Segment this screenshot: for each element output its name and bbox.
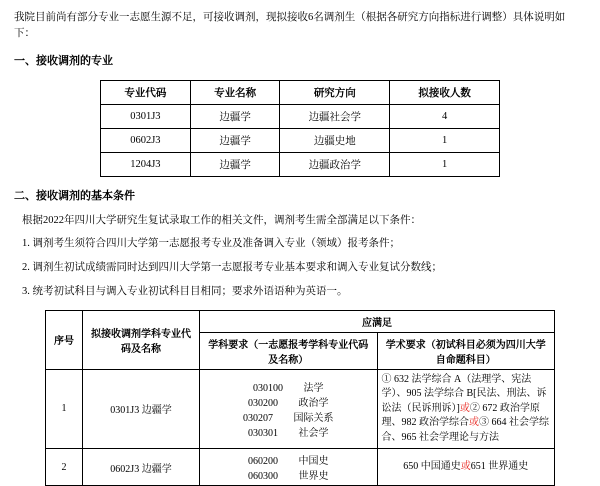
table-row — [101, 152, 500, 176]
section-title-majors: 一、接收调剂的专业 — [0, 42, 600, 72]
cell-major-name: 边疆学 — [190, 128, 280, 152]
cell-subject-requirement — [200, 449, 378, 486]
col-header-transfer-major: 拟接收调剂学科专业代码及名称 — [83, 310, 200, 369]
col-header-no: 序号 — [46, 310, 83, 369]
subject-name: 社会学 — [299, 428, 329, 439]
col-header-major-name: 专业名称 — [190, 80, 280, 104]
conditions-intro: 根据2022年四川大学研究生复试录取工作的相关文件，调剂考生需全部满足以下条件： — [0, 207, 600, 229]
cell-planned-count: 4 — [390, 104, 500, 128]
academic-connector: 或 — [461, 461, 471, 472]
subject-entry — [204, 394, 373, 409]
col-header-research-direction: 研究方向 — [280, 80, 390, 104]
subject-entry — [204, 467, 373, 482]
cell-academic-requirement — [377, 369, 555, 449]
col-header-academic-requirement: 学术要求（初试科目必须为四川大学自命题科目） — [377, 332, 555, 369]
subject-code: 060200 — [248, 456, 296, 467]
subject-code: 030301 — [248, 428, 296, 439]
condition-item-3: 3. 统考初试科目与调入专业初试科目目相同；要求外语语种为英语一。 — [0, 276, 600, 300]
cell-research-direction: 边疆政治学 — [280, 152, 390, 176]
section-title-conditions: 二、接收调剂的基本条件 — [0, 177, 600, 207]
table-header-row — [101, 80, 500, 104]
cell-major-code: 1204J3 — [101, 152, 191, 176]
table-row — [46, 369, 555, 449]
academic-segment: ① 632 法学综合 A（法理学、宪法学）、905 法学综合 B[民法、刑法、诉讼法（民诉刑诉）] — [382, 374, 547, 414]
condition-item-2: 2. 调剂生初试成绩需同时达到四川大学第一志愿报考专业基本要求和调入专业复试分数线； — [0, 252, 600, 276]
cell-major-name: 边疆学 — [190, 104, 280, 128]
table-row — [46, 449, 555, 486]
cell-major-code: 0301J3 — [101, 104, 191, 128]
subject-code: 030207 — [243, 413, 291, 424]
subject-name: 世界史 — [299, 471, 329, 482]
subject-code: 030200 — [248, 398, 296, 409]
col-header-major-code: 专业代码 — [101, 80, 191, 104]
subject-code: 060300 — [248, 471, 296, 482]
table-header-row-top — [46, 310, 555, 332]
cell-major-name: 边疆学 — [190, 152, 280, 176]
academic-segment: 651 世界通史 — [471, 461, 529, 472]
cell-research-direction: 边疆史地 — [280, 128, 390, 152]
cell-planned-count: 1 — [390, 128, 500, 152]
table-row — [101, 104, 500, 128]
subject-name: 国际关系 — [294, 413, 334, 424]
cell-subject-requirement — [200, 369, 378, 449]
cell-transfer-major: 0602J3 边疆学 — [83, 449, 200, 486]
academic-segment: ③ 664 社会学综合、965 社会学理论与方法 — [382, 417, 550, 443]
col-header-requirements-group: 应满足 — [200, 310, 555, 332]
condition-item-1: 1. 调剂考生须符合四川大学第一志愿报考专业及准备调入专业（领域）报考条件； — [0, 228, 600, 252]
academic-segment: 650 中国通史 — [403, 461, 461, 472]
subject-code: 030100 — [253, 383, 301, 394]
subject-entry — [204, 409, 373, 424]
cell-transfer-major: 0301J3 边疆学 — [83, 369, 200, 449]
subject-entry — [204, 424, 373, 439]
col-header-subject-requirement: 学科要求（一志愿报考学科专业代码及名称） — [200, 332, 378, 369]
majors-table — [100, 80, 500, 177]
cell-major-code: 0602J3 — [101, 128, 191, 152]
col-header-planned-count: 拟接收人数 — [390, 80, 500, 104]
academic-connector: 或 — [469, 417, 479, 428]
intro-paragraph: 我院目前尚有部分专业一志愿生源不足，可接收调剂，现拟接收6名调剂生（根据各研究方向指标进行调整）具体说明如下： — [0, 0, 600, 42]
subject-name: 中国史 — [299, 456, 329, 467]
cell-planned-count: 1 — [390, 152, 500, 176]
subject-name: 法学 — [304, 383, 324, 394]
cell-row-no: 1 — [46, 369, 83, 449]
cell-row-no: 2 — [46, 449, 83, 486]
table-row — [101, 128, 500, 152]
subject-name: 政治学 — [299, 398, 329, 409]
cell-academic-requirement — [377, 449, 555, 486]
subject-entry — [204, 379, 373, 394]
academic-segment: ② 672 政治学原理、982 政治学综合 — [382, 403, 540, 429]
academic-connector: 或 — [460, 403, 470, 414]
cell-research-direction: 边疆社会学 — [280, 104, 390, 128]
